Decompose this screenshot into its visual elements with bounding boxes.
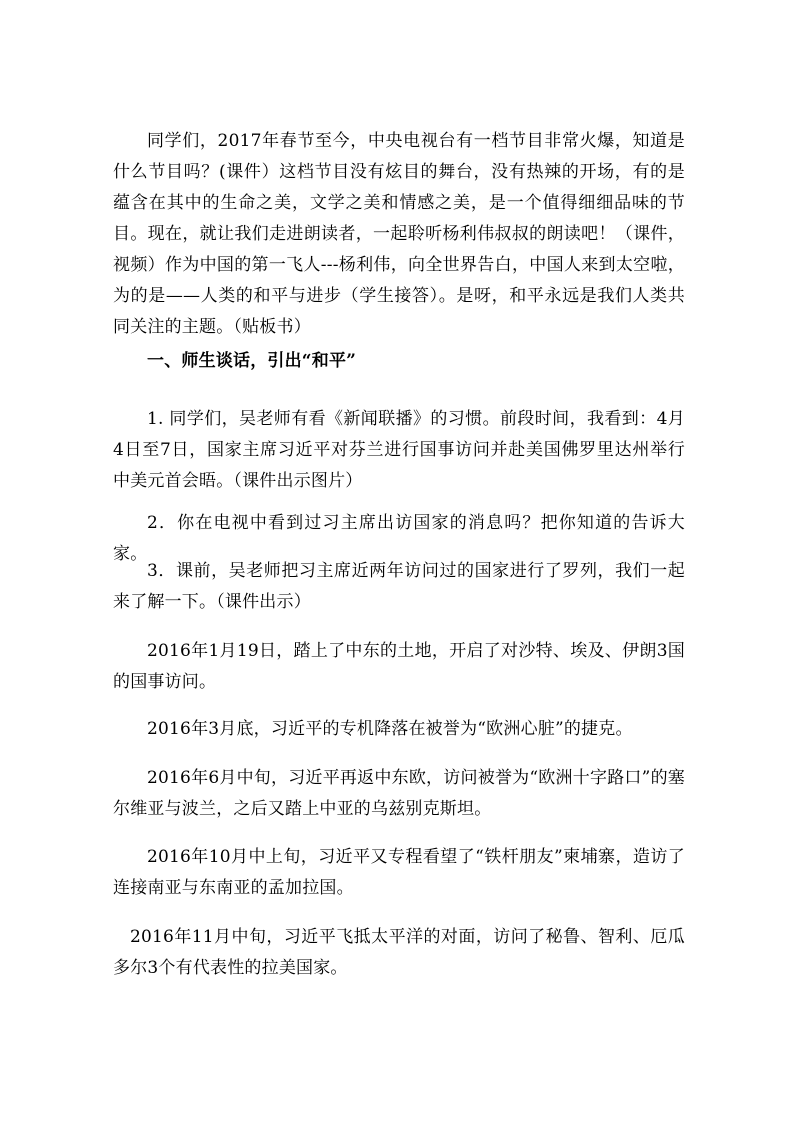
list-item-1: 1. 同学们，吴老师有看《新闻联播》的习惯。前段时间，我看到：4月4日至7日，国家主席习近平对芬兰进行国事访问并赴美国佛罗里达州举行中美元首会晤。（课件出示图片） xyxy=(113,409,685,491)
list-item-3: 3．课前，吴老师把习主席近两年访问过的国家进行了罗列，我们一起来了解一下。（课件出示） xyxy=(113,561,685,612)
visit-entry-jan: 2016年1月19日，踏上了中东的土地，开启了对沙特、埃及、伊朗3国的国事访问。 xyxy=(113,641,685,692)
visit-entry-oct: 2016年10月中上旬，习近平又专程看望了“铁杆朋友”柬埔寨，造访了连接南亚与东南亚的孟加拉国。 xyxy=(113,847,685,898)
visit-entry-jun: 2016年6月中旬，习近平再返中东欧，访问被誉为“欧洲十字路口”的塞尔维亚与波兰，之后又踏上中亚的乌兹别克斯坦。 xyxy=(113,768,685,819)
visit-entry-nov: 2016年11月中旬，习近平飞抵太平洋的对面，访问了秘鲁、智利、厄瓜多尔3个有代表性的拉美国家。 xyxy=(113,927,685,978)
section-heading: 一、师生谈话，引出“和平” xyxy=(147,351,357,371)
intro-paragraph: 同学们，2017年春节至今，中央电视台有一档节目非常火爆，知道是什么节目吗？(课件）这档节目没有炫目的舞台，没有热辣的开场，有的是蕴含在其中的生命之美，文学之美和情感之美，是一个值得细细品味的节目。现在，就让我们走进朗读者，一起聆听杨利伟叔叔的朗读吧！（课件，视频）作为中国的第一飞人---杨利伟，向全世界告白，中国人来到太空啦，为的是——人类的和平与进步（学生接答）。是呀，和平永远是我们人类共同关注的主题。（贴板书） xyxy=(113,131,685,337)
visit-entry-mar: 2016年3月底，习近平的专机降落在被誉为“欧洲心脏”的捷克。 xyxy=(147,719,633,739)
list-item-2: 2．你在电视中看到过习主席出访国家的消息吗？把你知道的告诉大家。 xyxy=(113,513,685,564)
